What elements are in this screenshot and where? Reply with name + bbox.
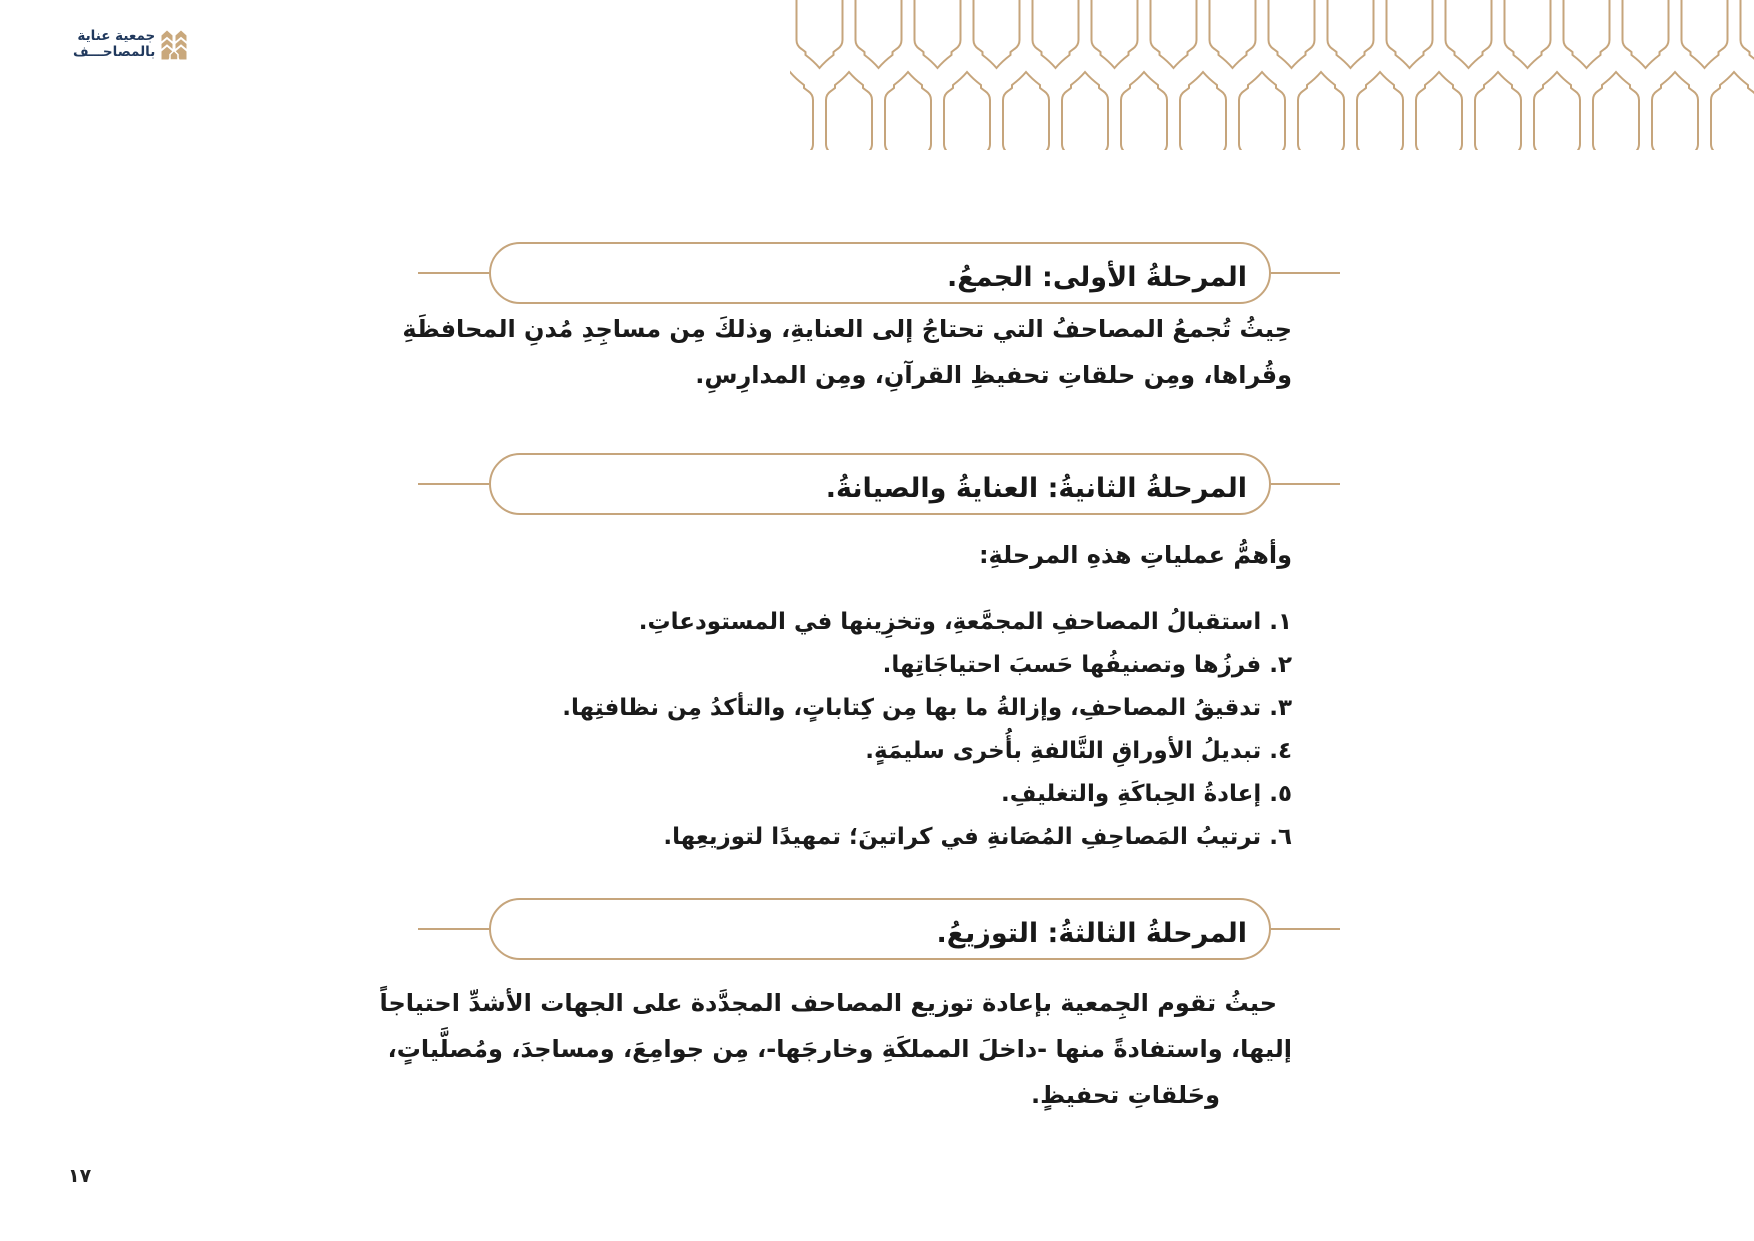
header-pill [489, 898, 1271, 960]
section2-operations-list [420, 601, 1292, 859]
header-connector-line [418, 483, 489, 485]
header-pill [489, 453, 1271, 515]
mushaf-logo-icon [161, 28, 187, 62]
header-pill [489, 242, 1271, 304]
section-header-stage1 [418, 242, 1340, 304]
header-connector-line [418, 272, 489, 274]
paragraph-line: وقُراها، ومِن حلقاتِ تحفيظِ القرآنِ، ومِن المدارِسِ. [695, 361, 1292, 389]
page-number: ١٧ [68, 1165, 92, 1187]
header-connector-line [1271, 928, 1340, 930]
section-title: المرحلةُ الثالثةُ: التوزيعُ. [936, 917, 1247, 949]
list-item: ٢. فرزُها وتصنيفُها حَسبَ احتياجَاتِها. [882, 652, 1292, 678]
header-connector-line [1271, 272, 1340, 274]
paragraph-line: وحَلقاتِ تحفيظٍ. [1031, 1081, 1220, 1109]
header-connector-line [418, 928, 489, 930]
logo-text-line1: جمعية عناية [77, 28, 156, 45]
section1-paragraph [402, 306, 1292, 398]
header-connector-line [1271, 483, 1340, 485]
logo-text [73, 29, 155, 61]
section-header-stage2 [418, 453, 1340, 515]
association-logo [73, 28, 187, 62]
paragraph-line: إليها، واستفادةً منها -داخلَ المملكَةِ وخارجَها-، مِن جوامِعَ، ومساجدَ، ومُصلَّياتٍ، [387, 1035, 1292, 1063]
paragraph-line: حِيثُ تُجمعُ المصاحفُ التي تحتاجُ إلى العنايةِ، وذلكَ مِن مساجِدِ مُدنِ المحافظَةِ [402, 315, 1292, 343]
list-item: ١. استقبالُ المصاحفِ المجمَّعةِ، وتخزِينها في المستودعاتِ. [638, 609, 1292, 635]
section-title: المرحلةُ الأولى: الجمعُ. [947, 261, 1247, 293]
list-item: ٣. تدقيقُ المصاحفِ، وإزالةُ ما بها مِن كِتاباتٍ، والتأكدُ مِن نظافتِها. [562, 695, 1292, 721]
section-header-stage3 [418, 898, 1340, 960]
list-item: ٤. تبديلُ الأوراقِ التَّالفةِ بأُخرى سليمَةٍ. [865, 738, 1292, 764]
logo-text-line2: بالمصاحـــف [73, 44, 156, 60]
intro-line: وأهمُّ عملياتِ هذهِ المرحلةِ: [978, 541, 1292, 569]
islamic-arch-pattern [790, 0, 1754, 150]
list-item: ٦. ترتيبُ المَصاحِفِ المُصَانةِ في كراتينَ؛ تمهيدًا لتوزيعِها. [663, 824, 1292, 850]
section3-paragraph [379, 980, 1292, 1118]
section-title: المرحلةُ الثانيةُ: العنايةُ والصيانةُ. [825, 472, 1247, 504]
list-item: ٥. إعادةُ الحِباكَةِ والتغليفِ. [1001, 781, 1292, 807]
paragraph-line: حيثُ تقوم الجِمعية بإعادة توزيع المصاحف المجدَّدة على الجهات الأشدِّ احتياجاً [379, 989, 1277, 1017]
section2-intro [420, 534, 1308, 576]
